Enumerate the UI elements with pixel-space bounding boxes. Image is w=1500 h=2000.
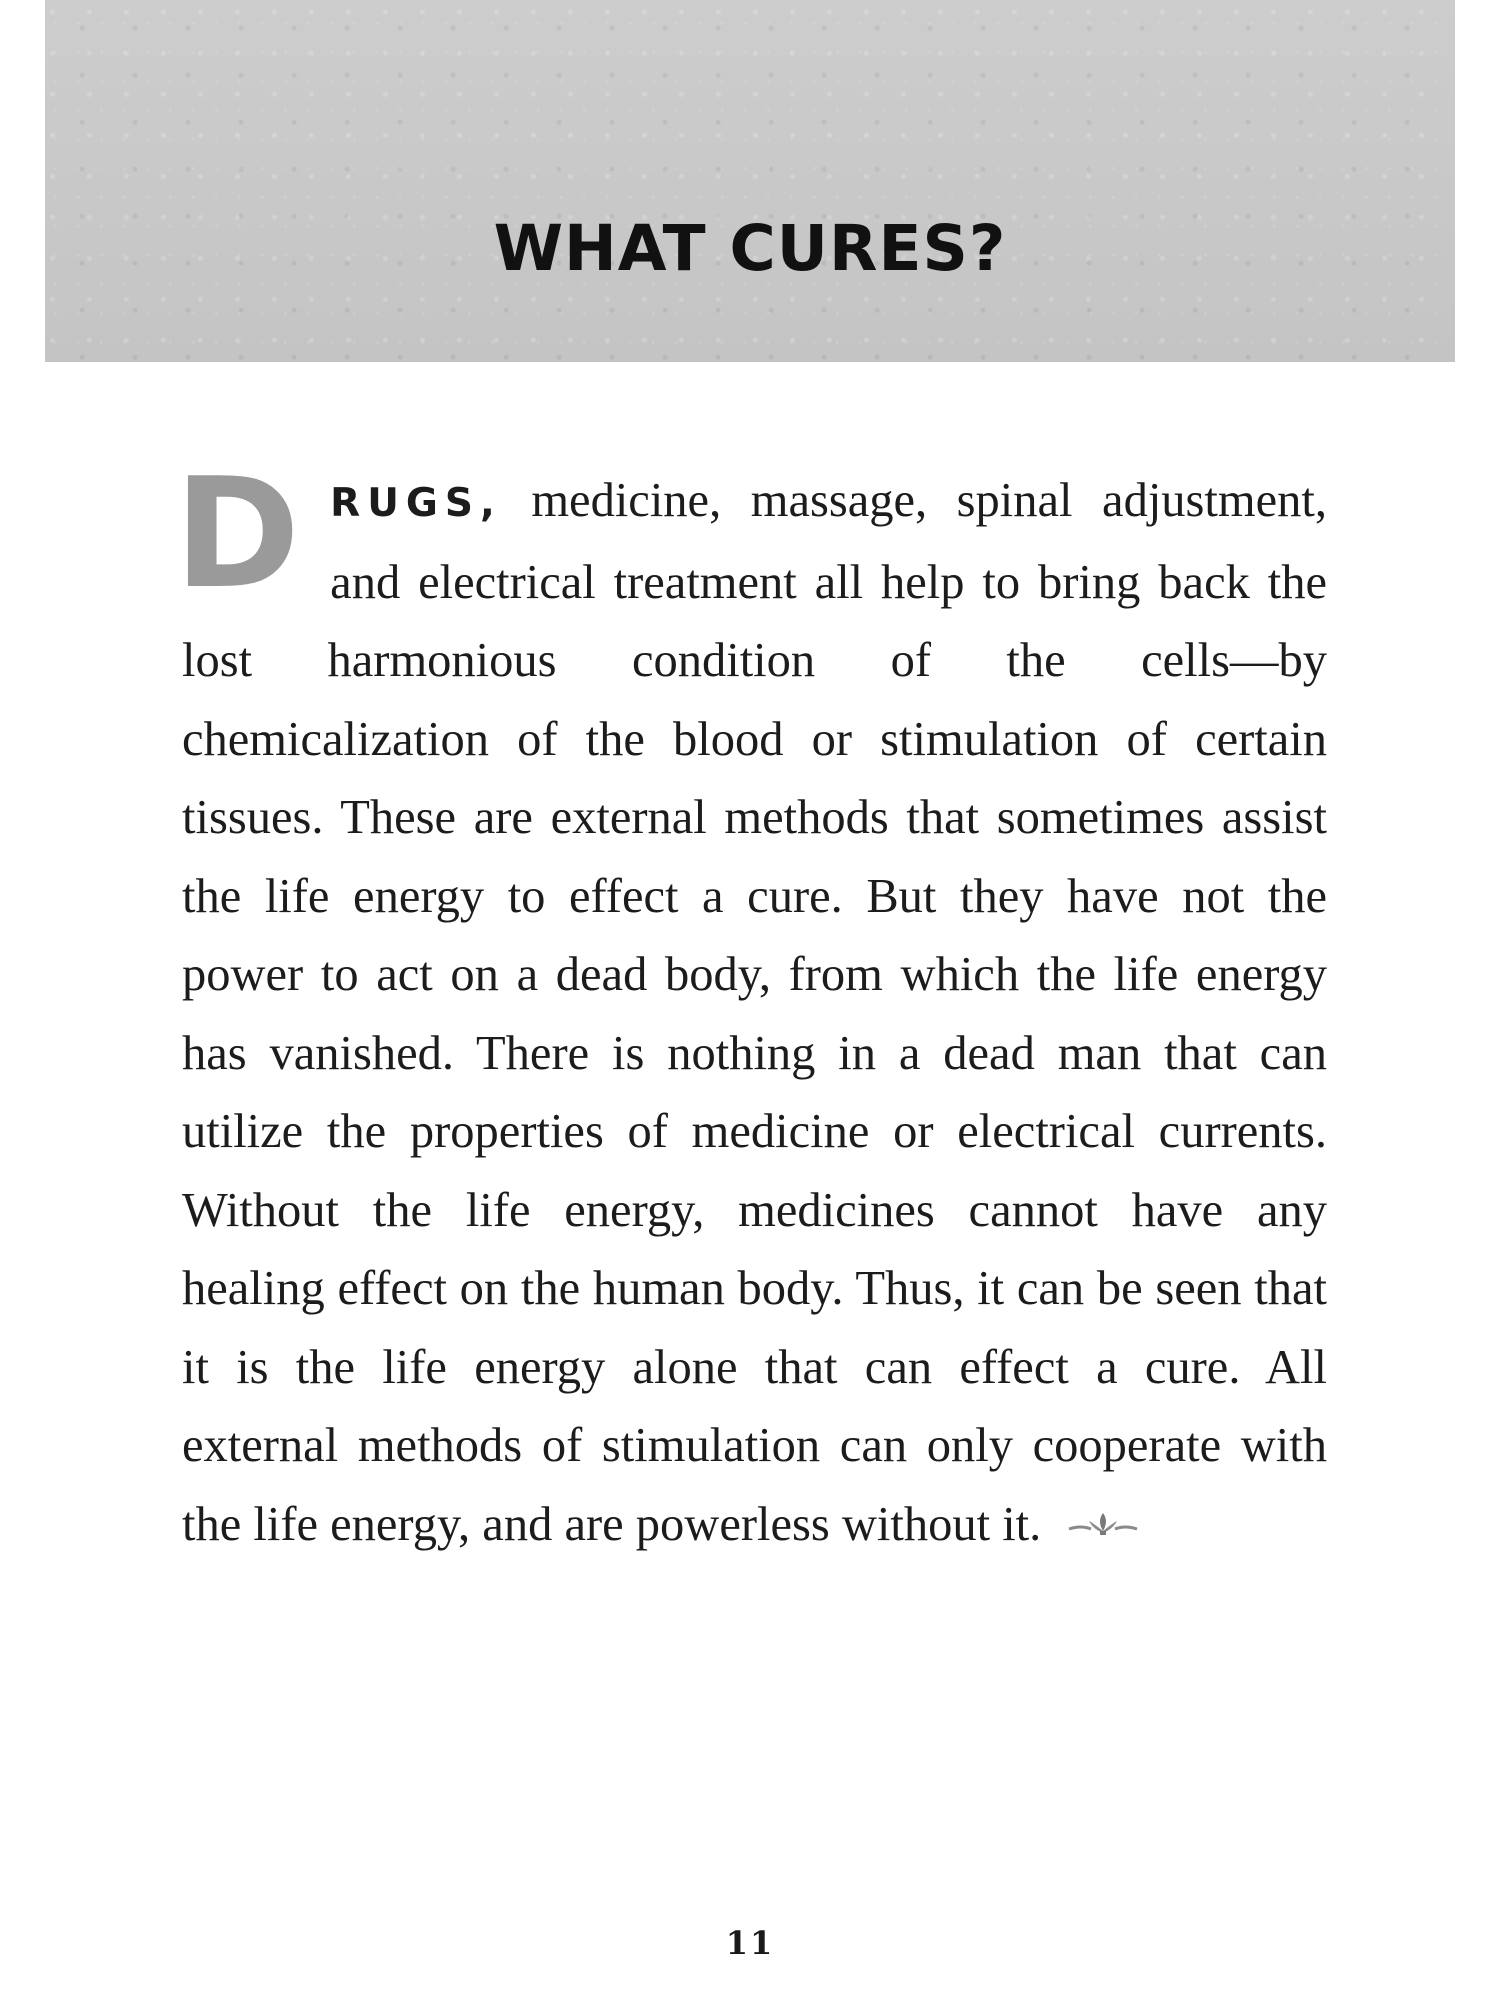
drop-cap: D (174, 445, 301, 622)
page-number: 11 (725, 1924, 775, 1962)
header-band (45, 0, 1455, 362)
page-title: WHAT CURES? (493, 212, 1007, 285)
lead-word: RUGS, (330, 481, 502, 526)
article-body-text: medicine, massage, spinal adjustment, and electrical treatment all help to bring back the lost harmonious condition of the cells—by chemicalization of the blood or stimulation of certain tissues. These are external methods that sometimes assist the life energy to effect a cure. But they have not the power to act on a dead body, from which the life energy has vanished. There is nothing in a dead man that can utilize the properties of medicine or electrical currents. Without the life energy, medicines cannot have any healing effect on the human body. Thus, it can be seen that it is the life energy alone that can effect a cure. All external methods of stimulation can only cooperate with the life energy, and are powerless without it. (182, 474, 1327, 1551)
lotus-ornament-icon (1067, 1483, 1139, 1562)
article-paragraph (174, 445, 1327, 1568)
